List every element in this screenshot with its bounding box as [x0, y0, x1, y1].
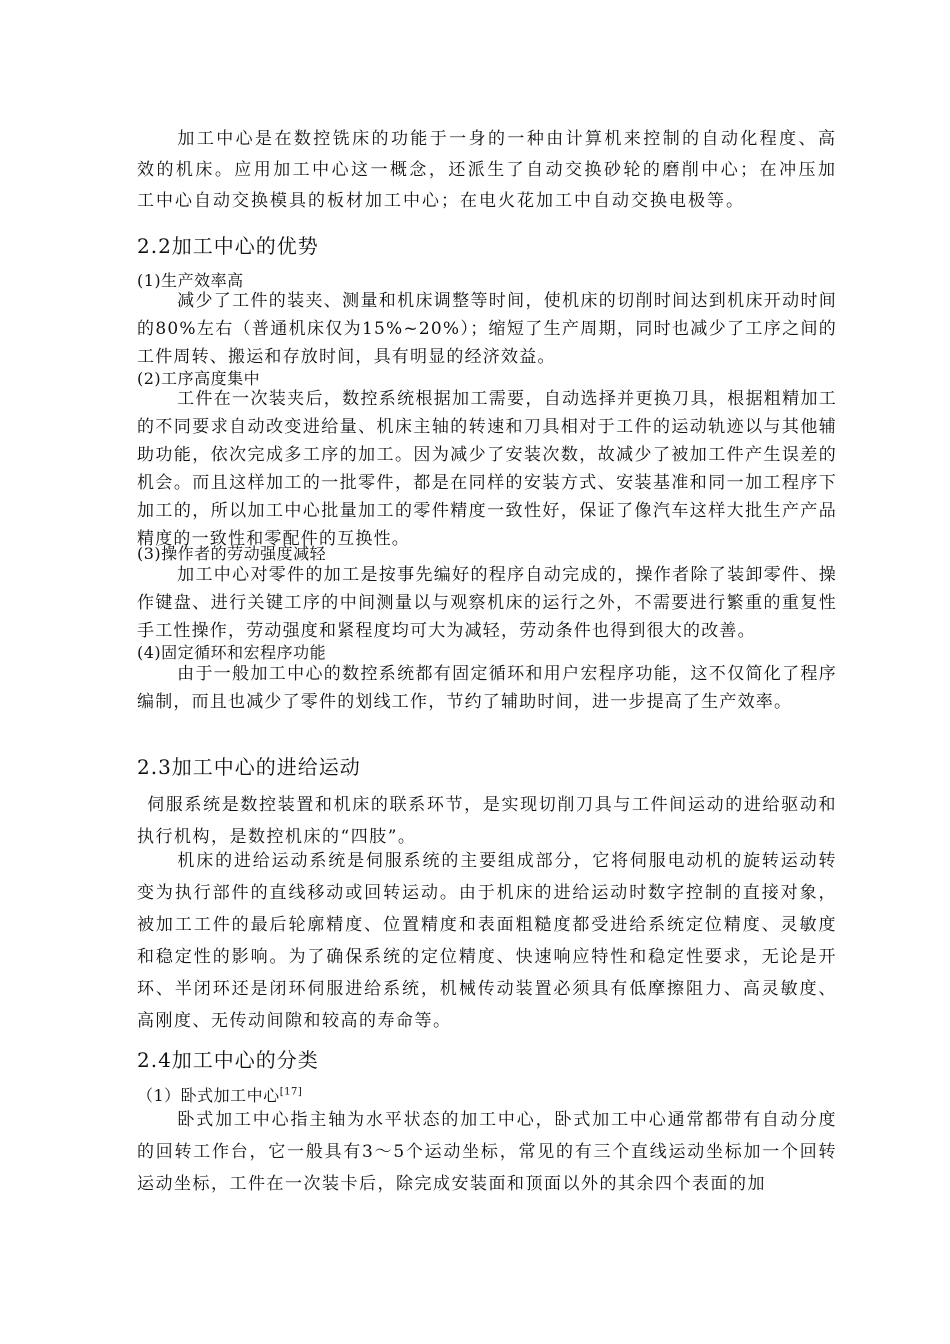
section-2-4-heading: 2.4加工中心的分类 [137, 1048, 319, 1072]
item-4-text: 由于一般加工中心的数控系统都有固定循环和用户宏程序功能，这不仅简化了程序编制，而且也减少了零件的划线工作，节约了辅助时间，进一步提高了生产效率。 [137, 664, 837, 712]
section-2-3-paragraph-1: 伺服系统是数控装置和机床的联系环节，是实现切削刀具与工件间运动的进给驱动和执行机构，是数控机床的“四肢”。 [137, 795, 837, 847]
item-2-title: (2)工序高度集中 [137, 369, 261, 388]
subsection-horizontal-title: （1）卧式加工中心[17] [137, 1086, 303, 1105]
item-3-text: 加工中心对零件的加工是按事先编好的程序自动完成的，操作者除了装卸零件、操作键盘、进行关键工序的中间测量以与观察机床的运行之外，不需要进行繁重的重复性手工性操作，劳动强度和紧程度均可大为减轻，劳动条件也得到很大的改善。 [137, 565, 837, 641]
section-2-4-paragraph-1: 卧式加工中心指主轴为水平状态的加工中心，卧式加工中心通常都带有自动分度的回转工作台，它一般具有3～5个运动坐标，常见的有三个直线运动坐标加一个回转运动坐标，工件在一次装卡后，除完成安装面和顶面以外的其余四个表面的加 [137, 1110, 837, 1194]
item-4-title: (4)固定循环和宏程序功能 [137, 643, 327, 662]
section-2-3-paragraph-2: 机床的进给运动系统是伺服系统的主要组成部分，它将伺服电动机的旋转运动转变为执行部件的直线移动或回转运动。由于机床的进给运动时数字控制的直接对象，被加工工件的最后轮廓精度、位置精度和表面粗糙度都受进给系统定位精度、灵敏度和稳定性的影响。为了确保系统的定位精度、快速响应特性和稳定性要求，无论是开环、半闭环还是闭环伺服进给系统，机械传动装置必须具有低摩擦阻力、高灵敏度、高刚度、无传动间隙和较高的寿命等。 [137, 851, 837, 1031]
item-2-text: 工件在一次装夹后，数控系统根据加工需要，自动选择并更换刀具，根据粗精加工的不同要求自动改变进给量、机床主轴的转速和刀具相对于工件的运动轨迹以与其他辅助功能，依次完成多工序的加工。因为减少了安装次数，故减少了被加工件产生误差的机会。而且这样加工的一批零件，都是在同样的安装方式、安装基准和同一加工程序下加工的，所以加工中心批量加工的零件精度一致性好，保证了像汽车这样大批生产产品精度的一致性和零配件的互换性。 [137, 389, 837, 549]
section-2-3-heading: 2.3加工中心的进给运动 [137, 755, 361, 779]
intro-paragraph: 加工中心是在数控铣床的功能于一身的一种由计算机来控制的自动化程度、高效的机床。应用加工中心这一概念，还派生了自动交换砂轮的磨削中心；在冲压加工中心自动交换模具的板材加工中心；在电火花加工中自动交换电极等。 [137, 129, 837, 211]
citation-ref: [17] [279, 1086, 303, 1098]
section-2-2-heading: 2.2加工中心的优势 [137, 234, 319, 258]
item-3-title: (3)操作者的劳动强度减轻 [137, 544, 327, 563]
item-1-title: (1)生产效率高 [137, 271, 244, 290]
item-1-text: 减少了工件的装夹、测量和机床调整等时间，使机床的切削时间达到机床开动时间的80%左右（普通机床仅为15%~20%）；缩短了生产周期，同时也减少了工序之间的工件周转、搬运和存放时间，具有明显的经济效益。 [137, 291, 837, 367]
